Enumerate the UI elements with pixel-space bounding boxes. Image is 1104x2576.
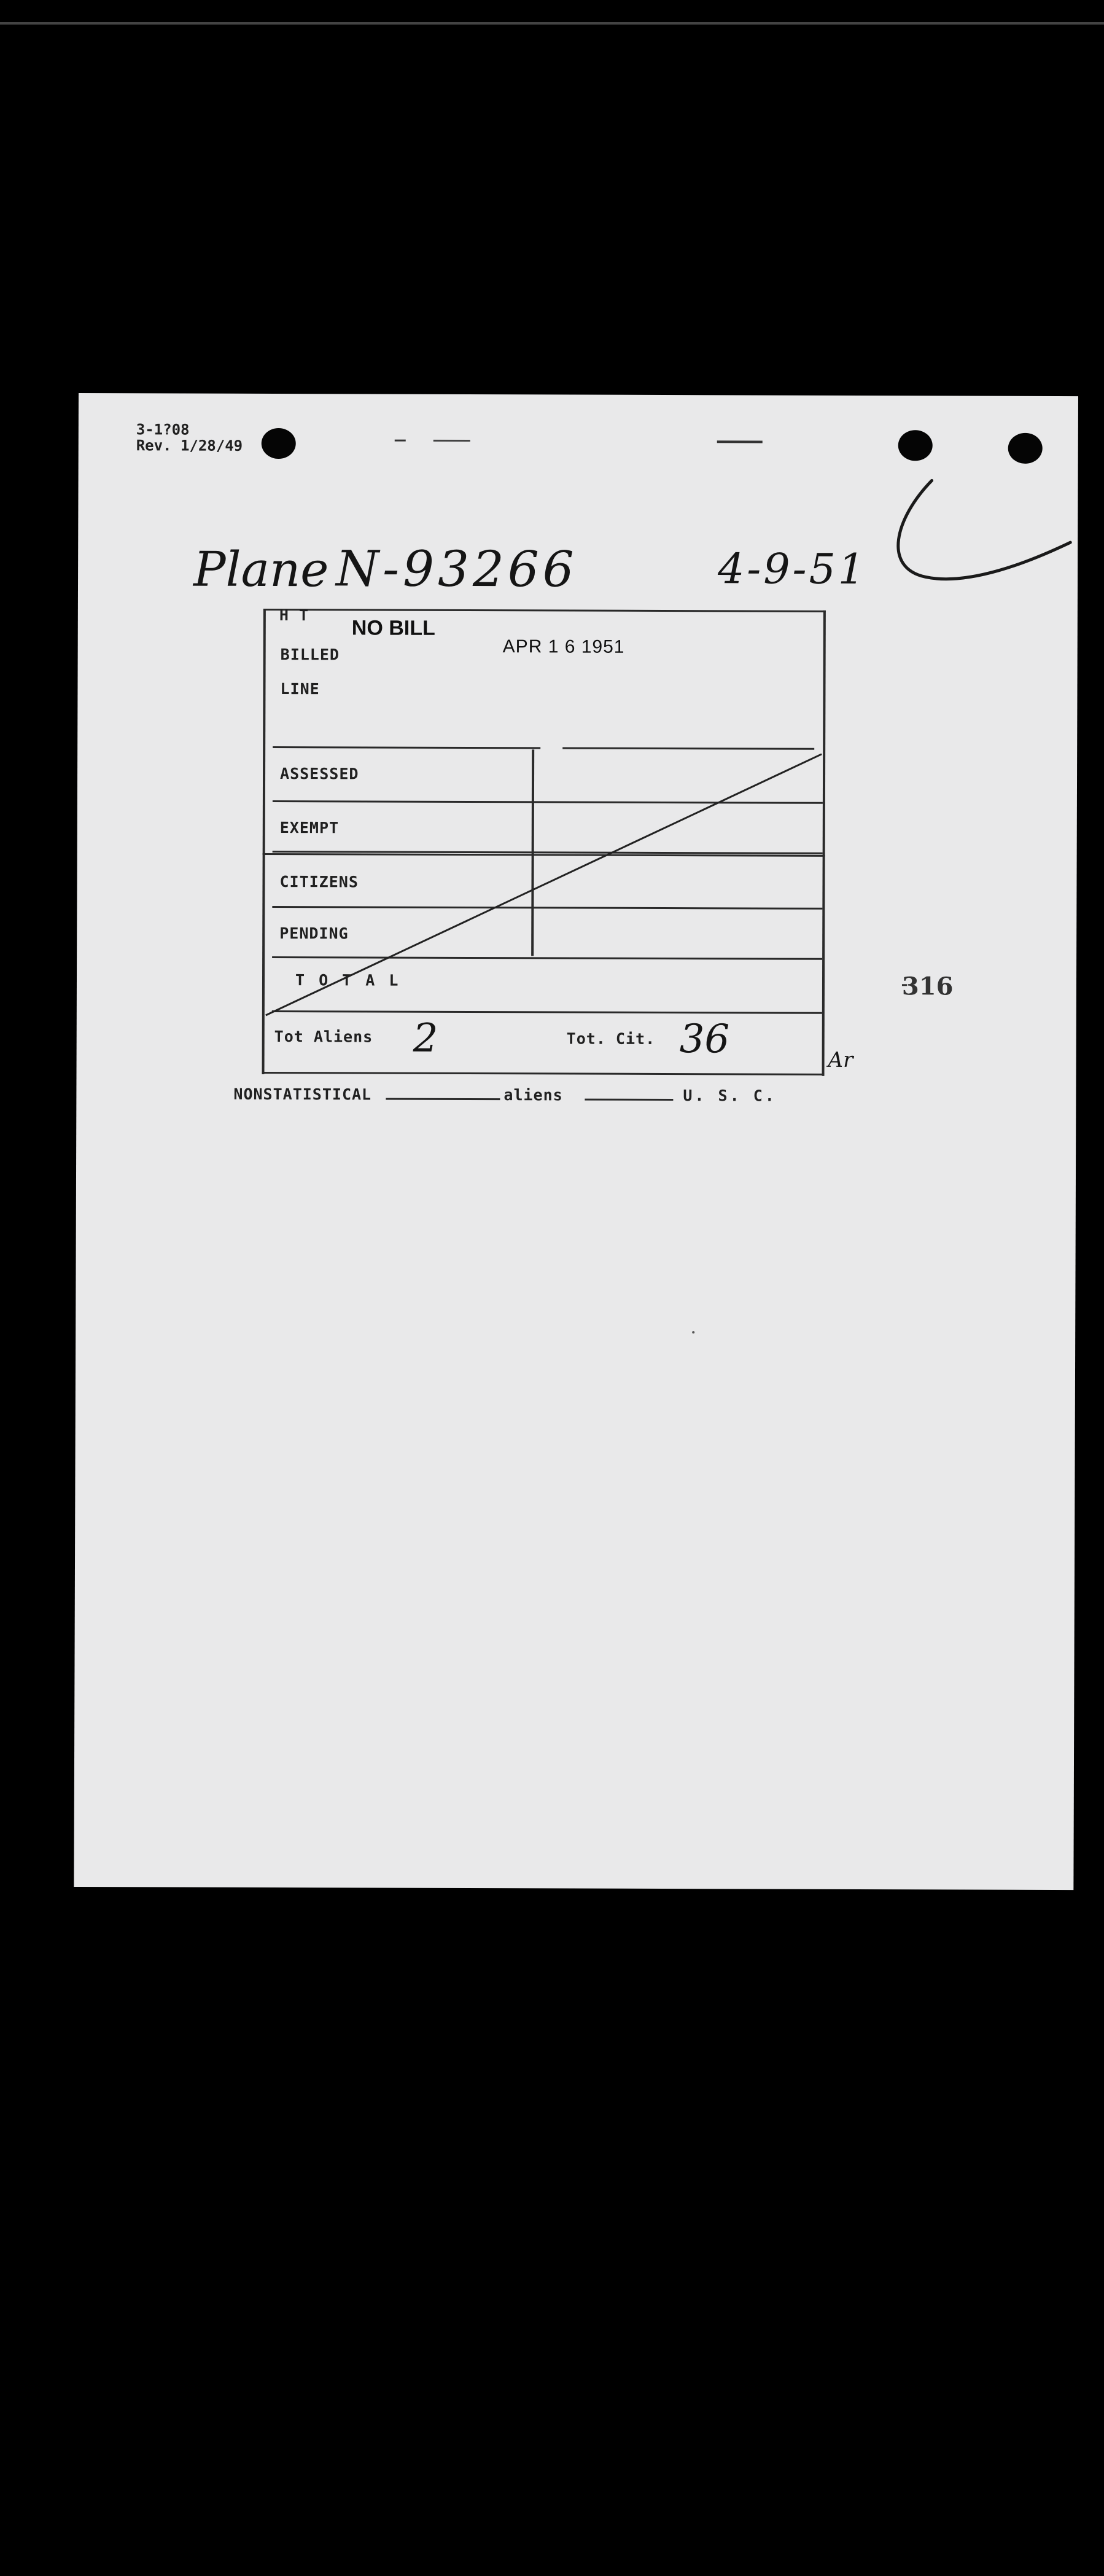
row-label-citizens: CITIZENS xyxy=(279,873,359,891)
header-divider-right xyxy=(562,747,814,749)
punch-hole-left xyxy=(262,428,296,459)
aliens-blank xyxy=(585,1099,673,1101)
row-label-assessed: ASSESSED xyxy=(280,765,359,783)
aliens-label: aliens xyxy=(503,1086,563,1104)
ht-label: H T xyxy=(279,606,309,625)
box-top-border xyxy=(263,609,826,612)
document-page xyxy=(74,393,1078,1890)
tot-cit-value: 36 xyxy=(679,1017,730,1063)
no-bill-stamp: NO BILL xyxy=(351,616,435,640)
punch-hole-right xyxy=(1008,433,1043,464)
tot-aliens-value: 2 xyxy=(413,1015,438,1061)
tot-cit-label: Tot. Cit. xyxy=(566,1029,656,1048)
stray-mark xyxy=(433,440,470,442)
box-bottom-border-final xyxy=(262,1072,825,1075)
usc-label: U. S. C. xyxy=(683,1087,777,1105)
total-label: T O T A L xyxy=(295,971,401,989)
handwritten-initials: Ar xyxy=(828,1047,853,1072)
form-number xyxy=(136,421,243,454)
row-label-pending: PENDING xyxy=(279,924,349,943)
header-divider-left xyxy=(273,746,540,749)
scan-edge-line xyxy=(0,22,1104,25)
page-number: 316 xyxy=(901,972,954,1001)
plane-label: Plane xyxy=(193,542,329,598)
nonstatistical-blank xyxy=(386,1098,500,1101)
row-label-exempt: EXEMPT xyxy=(279,819,340,837)
form-revision-line: Rev. 1/28/49 xyxy=(136,437,243,455)
speck xyxy=(692,1331,694,1333)
stray-mark xyxy=(395,440,406,442)
received-date-stamp: APR 1 6 1951 xyxy=(502,636,625,657)
billed-label: BILLED xyxy=(280,646,340,664)
line-label: LINE xyxy=(280,680,320,698)
handwritten-date: 4-9-51 xyxy=(717,545,868,595)
plane-number: N-93266 xyxy=(335,540,578,598)
handwritten-curve-mark xyxy=(888,475,1073,593)
form-number-line-1: 3-1?08 xyxy=(136,421,190,439)
punch-hole-middle xyxy=(898,430,933,461)
tot-aliens-label: Tot Aliens xyxy=(274,1028,373,1046)
diagonal-cancel-line xyxy=(261,750,826,1022)
stray-mark xyxy=(717,440,763,443)
nonstatistical-label: NONSTATISTICAL xyxy=(233,1085,372,1104)
